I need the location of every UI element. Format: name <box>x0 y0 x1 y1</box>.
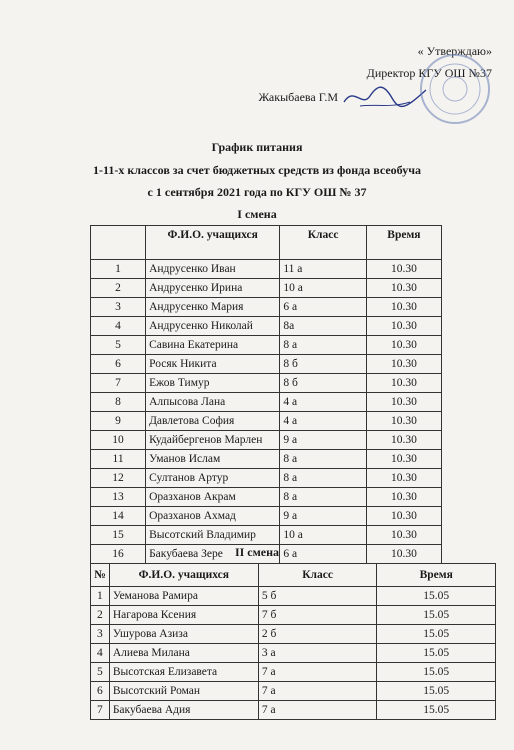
table-row <box>91 355 442 374</box>
cell-name: Бакубаева Адия <box>109 701 258 720</box>
cell-num: 1 <box>91 587 110 606</box>
cell-class: 3 а <box>258 644 377 663</box>
shift-2-table <box>90 563 496 720</box>
cell-name: Ежов Тимур <box>146 374 280 393</box>
cell-time: 10.30 <box>366 488 441 507</box>
cell-class: 7 а <box>258 663 377 682</box>
cell-num: 12 <box>91 469 146 488</box>
cell-name: Нагарова Ксения <box>109 606 258 625</box>
cell-time: 10.30 <box>366 393 441 412</box>
cell-time: 10.30 <box>366 298 441 317</box>
cell-class: 10 а <box>280 526 366 545</box>
cell-class: 9 а <box>280 507 366 526</box>
cell-time: 10.30 <box>366 431 441 450</box>
shift-1-table <box>90 225 442 564</box>
cell-time: 10.30 <box>366 317 441 336</box>
cell-num: 8 <box>91 393 146 412</box>
cell-name: Алпысова Лана <box>146 393 280 412</box>
cell-class: 8 б <box>280 355 366 374</box>
director-name: Жакыбаева Г.М <box>258 90 338 104</box>
cell-class: 5 б <box>258 587 377 606</box>
cell-class: 2 б <box>258 625 377 644</box>
table-row <box>91 663 496 682</box>
cell-class: 8 а <box>280 469 366 488</box>
table-row <box>91 644 496 663</box>
cell-time: 10.30 <box>366 469 441 488</box>
cell-name: Алиева Милана <box>109 644 258 663</box>
cell-num: 14 <box>91 507 146 526</box>
cell-num: 16 <box>91 545 146 564</box>
cell-num: 5 <box>91 663 110 682</box>
cell-time: 10.30 <box>366 336 441 355</box>
cell-name: Ушурова Азиза <box>109 625 258 644</box>
cell-name: Уеманова Рамира <box>109 587 258 606</box>
cell-num: 7 <box>91 701 110 720</box>
cell-num: 15 <box>91 526 146 545</box>
director-label: Директор КГУ ОШ №37 <box>366 66 492 80</box>
cell-name: Андрусенко Мария <box>146 298 280 317</box>
doc-title: График питания <box>211 140 303 154</box>
cell-name: Уманов Ислам <box>146 450 280 469</box>
cell-num: 7 <box>91 374 146 393</box>
cell-name: Андрусенко Николай <box>146 317 280 336</box>
cell-time: 10.30 <box>366 260 441 279</box>
table-row <box>91 625 496 644</box>
table-row <box>91 587 496 606</box>
cell-time: 10.30 <box>366 545 441 564</box>
shift-2-heading: II смена <box>234 545 280 559</box>
cell-class: 7 б <box>258 606 377 625</box>
table-header-row <box>91 226 442 260</box>
cell-class: 6 а <box>280 545 366 564</box>
cell-class: 11 а <box>280 260 366 279</box>
table-row <box>91 298 442 317</box>
cell-num: 10 <box>91 431 146 450</box>
table-row <box>91 412 442 431</box>
table-row <box>91 526 442 545</box>
cell-name: Андрусенко Ирина <box>146 279 280 298</box>
cell-num: 9 <box>91 412 146 431</box>
cell-time: 15.05 <box>377 587 496 606</box>
cell-name: Кудайбергенов Марлен <box>146 431 280 450</box>
col-name-header: Ф.И.О. учащихся <box>146 226 280 260</box>
cell-time: 15.05 <box>377 701 496 720</box>
cell-num: 2 <box>91 279 146 298</box>
cell-class: 4 а <box>280 393 366 412</box>
cell-time: 10.30 <box>366 450 441 469</box>
cell-name: Давлетова София <box>146 412 280 431</box>
cell-time: 15.05 <box>377 625 496 644</box>
cell-time: 15.05 <box>377 606 496 625</box>
col-num-header <box>91 226 146 260</box>
cell-num: 11 <box>91 450 146 469</box>
cell-name: Султанов Артур <box>146 469 280 488</box>
signature <box>340 78 430 114</box>
table-row <box>91 682 496 701</box>
table-row <box>91 260 442 279</box>
cell-class: 8 а <box>280 450 366 469</box>
cell-num: 2 <box>91 606 110 625</box>
cell-time: 15.05 <box>377 663 496 682</box>
table-header-row <box>91 564 496 587</box>
col-num-header: № <box>91 564 110 587</box>
doc-subtitle-2: с 1 сентября 2021 года по КГУ ОШ № 37 <box>147 185 367 199</box>
table-row <box>91 336 442 355</box>
table-row <box>91 606 496 625</box>
cell-time: 10.30 <box>366 279 441 298</box>
cell-num: 3 <box>91 298 146 317</box>
cell-time: 10.30 <box>366 412 441 431</box>
cell-name: Бакубаева Зере <box>146 545 280 564</box>
table-row <box>91 317 442 336</box>
cell-num: 4 <box>91 644 110 663</box>
table-row <box>91 507 442 526</box>
cell-num: 5 <box>91 336 146 355</box>
cell-num: 3 <box>91 625 110 644</box>
shift-1-heading: I смена <box>237 207 277 221</box>
table-row <box>91 488 442 507</box>
col-time-header: Время <box>377 564 496 587</box>
table-row <box>91 469 442 488</box>
cell-time: 10.30 <box>366 507 441 526</box>
cell-name: Андрусенко Иван <box>146 260 280 279</box>
cell-class: 8 б <box>280 374 366 393</box>
table-row <box>91 431 442 450</box>
cell-name: Высотский Роман <box>109 682 258 701</box>
cell-num: 6 <box>91 355 146 374</box>
cell-num: 4 <box>91 317 146 336</box>
cell-name: Высотская Елизавета <box>109 663 258 682</box>
cell-name: Савина Екатерина <box>146 336 280 355</box>
cell-class: 4 а <box>280 412 366 431</box>
cell-class: 7 а <box>258 682 377 701</box>
cell-time: 15.05 <box>377 682 496 701</box>
approve-label: « Утверждаю» <box>417 44 492 58</box>
col-name-header: Ф.И.О. учащихся <box>109 564 258 587</box>
cell-class: 10 а <box>280 279 366 298</box>
table-row <box>91 279 442 298</box>
table-row <box>91 393 442 412</box>
cell-name: Высотский Владимир <box>146 526 280 545</box>
cell-class: 8 а <box>280 336 366 355</box>
cell-name: Оразханов Акрам <box>146 488 280 507</box>
cell-name: Оразханов Ахмад <box>146 507 280 526</box>
cell-name: Росяк Никита <box>146 355 280 374</box>
cell-num: 6 <box>91 682 110 701</box>
cell-num: 1 <box>91 260 146 279</box>
cell-class: 8а <box>280 317 366 336</box>
col-class-header: Класс <box>280 226 366 260</box>
cell-class: 8 а <box>280 488 366 507</box>
col-class-header: Класс <box>258 564 377 587</box>
table-row <box>91 701 496 720</box>
stamp-seal <box>418 52 492 126</box>
cell-class: 6 а <box>280 298 366 317</box>
table-row <box>91 374 442 393</box>
cell-class: 7 а <box>258 701 377 720</box>
cell-time: 10.30 <box>366 526 441 545</box>
cell-time: 10.30 <box>366 374 441 393</box>
doc-subtitle: 1-11-х классов за счет бюджетных средств из фонда всеобуча <box>92 163 421 177</box>
cell-time: 10.30 <box>366 355 441 374</box>
table-row <box>91 450 442 469</box>
col-time-header: Время <box>366 226 441 260</box>
cell-class: 9 а <box>280 431 366 450</box>
cell-num: 13 <box>91 488 146 507</box>
cell-time: 15.05 <box>377 644 496 663</box>
